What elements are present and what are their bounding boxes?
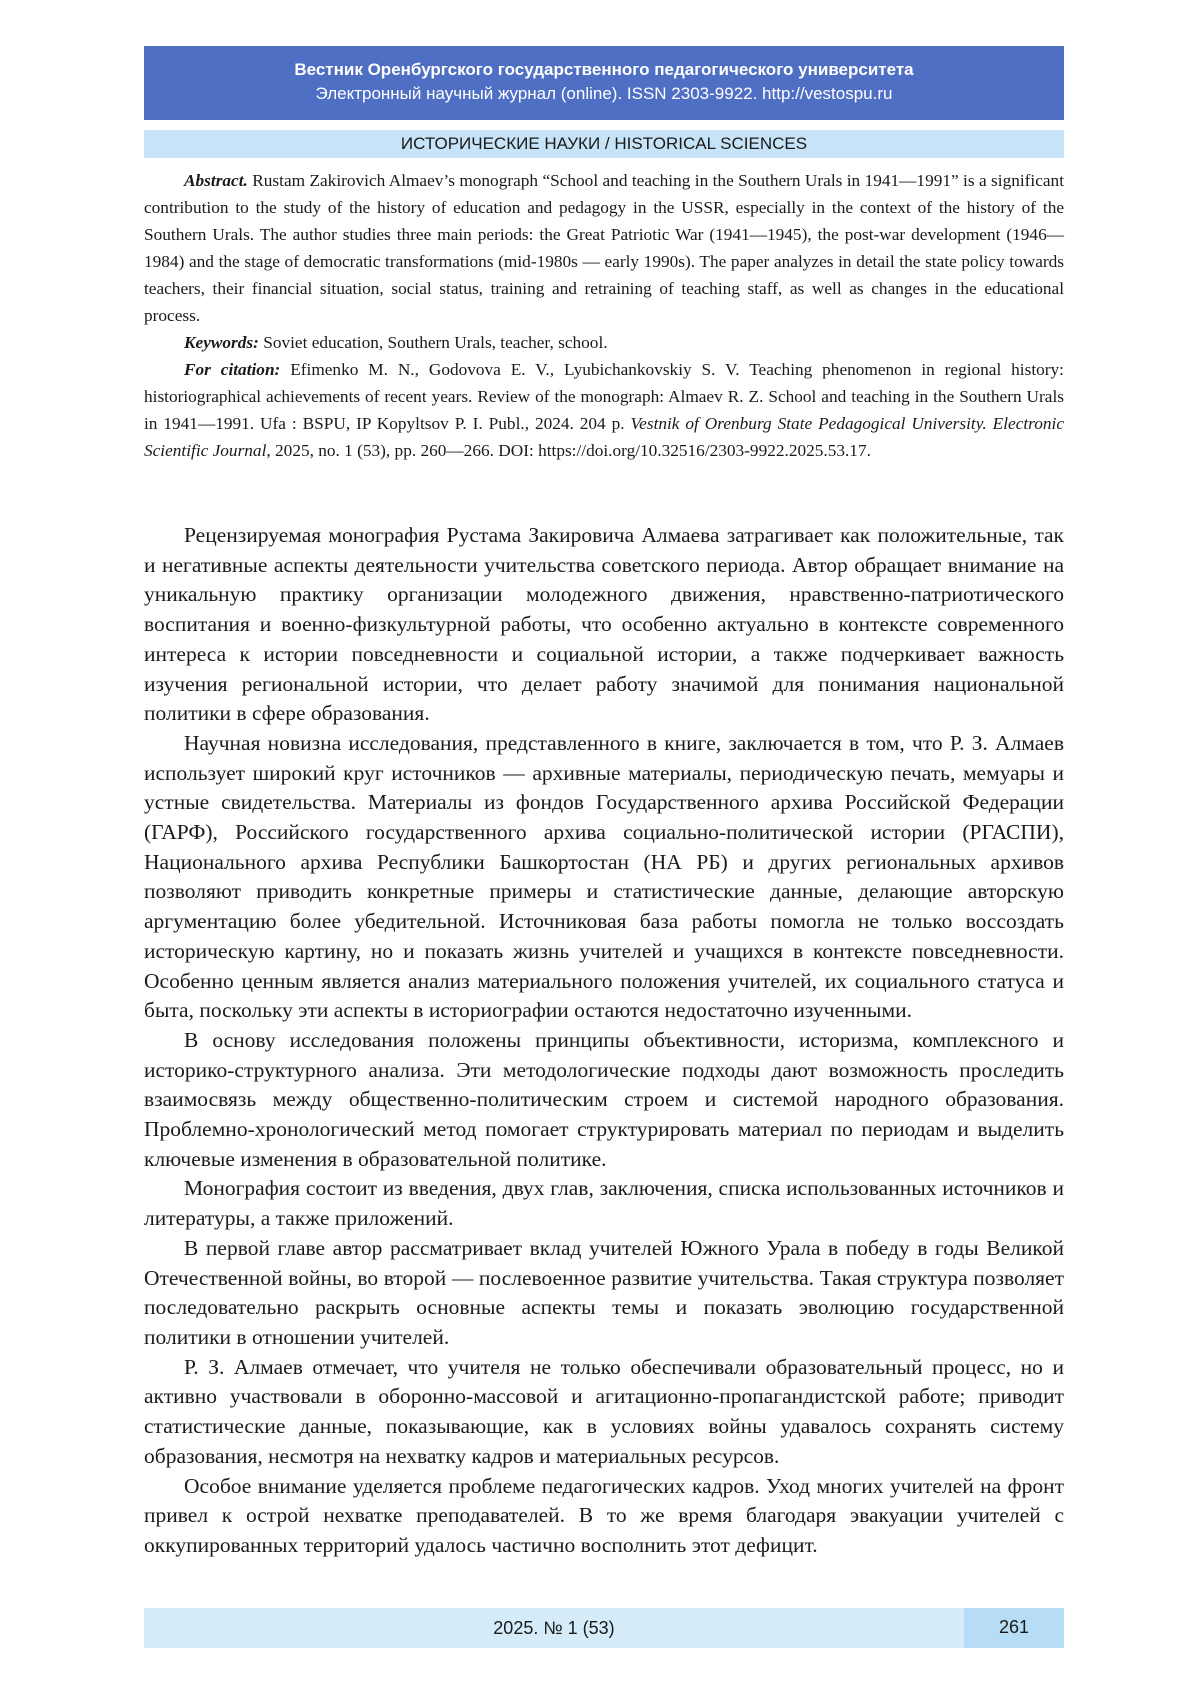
abstract-label: Abstract. [184, 171, 248, 190]
citation-details: , 2025, no. 1 (53), pp. 260—266. DOI: https://doi.org/10.32516/2303-9922.2025.53.17. [266, 441, 871, 460]
keywords-paragraph [144, 329, 1064, 356]
citation-text: Efimenko M. N., Godovova E. V., Lyubichankovskiy S. V. Teaching phenomenon in regional history: historiographical achievements of recent years. Review of the monograph: Almaev R. Z. School and teaching in the Southern Urals in 1941—1991. Ufa : BSPU, IP Kopyltsov P. I. Publ., 2024. 204 p. [144, 360, 1064, 433]
keywords-label: Keywords: [184, 333, 259, 352]
journal-subtitle: Электронный научный журнал (online). ISSN 2303-9922. http://vestospu.ru [315, 84, 893, 103]
citation-journal: Vestnik of Orenburg State Pedagogical University. Electronic Scientific Journal [144, 414, 1065, 460]
abstract-block [144, 167, 1064, 464]
body-paragraph-7: Особое внимание уделяется проблеме педагогических кадров. Уход многих учителей на фронт привел к острой нехватке преподавателей. В то же время благодаря эвакуации учителей с оккупированных территорий удалось частично восполнить этот дефицит. [144, 1473, 1064, 1557]
page-number: 261 [964, 1608, 1064, 1648]
journal-header [144, 46, 1064, 120]
body-paragraph-4: Монография состоит из введения, двух глав, заключения, списка использованных источников и литературы, а также приложений. [144, 1176, 1064, 1231]
body-paragraph-5: В первой главе автор рассматривает вклад учителей Южного Урала в победу в годы Великой Отечественной войны, во второй — послевоенное развитие учительства. Такая структура позволяет последовательно раскрыть основные аспекты темы и показать эволюцию государственной политики в отношении учителей. [144, 1235, 1064, 1349]
abstract-text: Rustam Zakirovich Almaev’s monograph “School and teaching in the Southern Urals in 1941—1991” is a significant contribution to the study of the history of education and pedagogy in the USSR, especially in the context of the history of the Southern Urals. The author studies three main periods: the Great Patriotic War (1941—1945), the post-war development (1946—1984) and the stage of democratic transformations (mid-1980s — early 1990s). The paper analyzes in detail the state policy towards teachers, their financial situation, social status, training and retraining of teaching staff, as well as changes in the educational process. [144, 171, 1064, 325]
citation-paragraph [144, 356, 1064, 464]
section-heading: ИСТОРИЧЕСКИЕ НАУКИ / HISTORICAL SCIENCES [144, 130, 1064, 158]
body-paragraph-1: Рецензируемая монография Рустама Закировича Алмаева затрагивает как положительные, так и негативные аспекты деятельности учительства советского периода. Автор обращает внимание на уникальную практику организации молодежного движения, нравственно-патриотического воспитания и военно-физкультурной работы, что особенно актуально в контексте современного интереса к истории повседневности и социальной истории, а также подчеркивает важность изучения региональной истории, что делает работу значимой для понимания национальной политики в сфере образования. [144, 523, 1064, 726]
body-paragraph-3: В основу исследования положены принципы объективности, историзма, комплексного и историко-структурного анализа. Эти методологические подходы дают возможность проследить взаимосвязь между общественно-политическим строем и системой народного образования. Проблемно-хронологический метод помогает структурировать материал по периодам и выделить ключевые изменения в образовательной политике. [144, 1027, 1064, 1171]
abstract-paragraph [144, 167, 1064, 329]
keywords-text: Soviet education, Southern Urals, teacher, school. [258, 333, 608, 352]
body-paragraph-6: Р. З. Алмаев отмечает, что учителя не только обеспечивали образовательный процесс, но и активно участвовали в оборонно-массовой и агитационно-пропагандистской работе; приводит статистические данные, показывающие, как в условиях войны удавалось сохранять систему образования, несмотря на нехватку кадров и материальных ресурсов. [144, 1354, 1064, 1468]
article-body [144, 521, 1064, 1561]
body-paragraph-2: Научная новизна исследования, представленного в книге, заключается в том, что Р. З. Алмаев использует широкий круг источников — архивные материалы, периодическую печать, мемуары и устные свидетельства. Материалы из фондов Государственного архива Российской Федерации (ГАРФ), Российского государственного архива социально-политической истории (РГАСПИ), Национального архива Республики Башкортостан (НА РБ) и других региональных архивов позволяют приводить конкретные примеры и статистические данные, делающие авторскую аргументацию более убедительной. Источниковая база работы помогла не только воссоздать историческую картину, но и показать жизнь учителей и учащихся в контексте повседневности. Особенно ценным является анализ материального положения учителей, их социального статуса и быта, поскольку эти аспекты в историографии остаются недостаточно изученными. [144, 730, 1064, 1023]
journal-title: Вестник Оренбургского государственного педагогического университета [294, 60, 914, 79]
page-footer [144, 1608, 1064, 1648]
citation-label: For citation: [184, 360, 281, 379]
issue-number: 2025. № 1 (53) [493, 1618, 615, 1638]
